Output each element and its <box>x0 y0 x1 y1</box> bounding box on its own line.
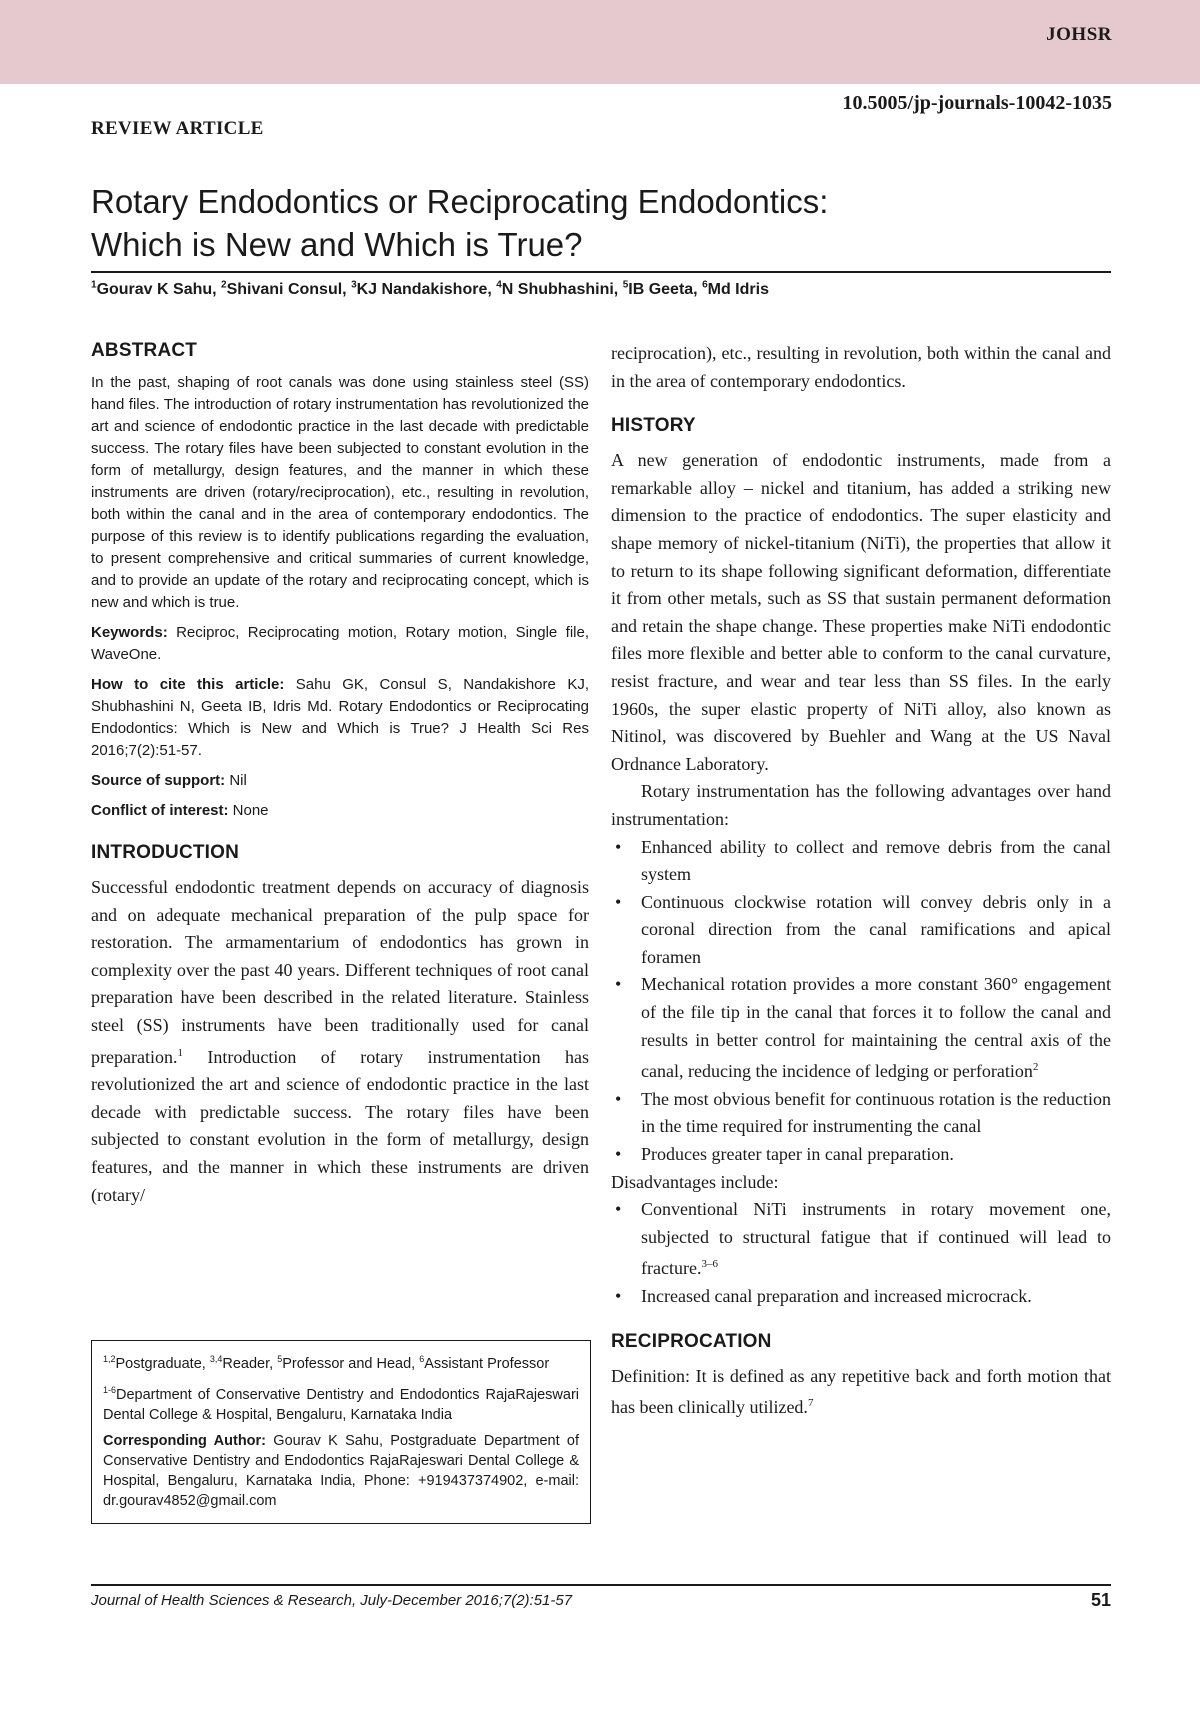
title-divider <box>91 271 1111 273</box>
list-item: • Conventional NiTi instruments in rotary movement one, subjected to structural fatigue that if continued will lead to fracture.$^{3-6}$ <box>615 1199 1111 1279</box>
introduction-heading: INTRODUCTION <box>91 842 240 863</box>
conflict-of-interest: Conflict of interest: None <box>91 802 269 819</box>
header-band <box>0 0 1200 84</box>
list-item: • Increased canal preparation and increased microcrack. <box>615 1286 1032 1306</box>
reciprocation-definition: Definition: It is defined as any repetitive back and forth motion that has been clinically utilized.$^7$ <box>611 1365 1111 1418</box>
introduction-body: Successful endodontic treatment depends on accuracy of diagnosis and on adequate mechanical preparation of the pulp space for restoration. The armamentarium of endodontics has grown in complexity over the past 40 years. Different techniques of root canal preparation have been described in the related literature. Stainless steel (SS) instruments have been traditionally used for canal preparation.$^1$ Introduction of rotary instrumentation has revolutionized the art and science of endodontic practice in the last decade with predictable success. The rotary files have been subjected to constant evolution in the form of metallurgy, design features, and the manner in which these instruments are driven (rotary/ <box>91 877 589 1205</box>
affiliation-box <box>91 1340 591 1524</box>
list-item: • The most obvious benefit for continuous rotation is the reduction in the time required for instrumenting the canal <box>615 1088 1111 1137</box>
history-paragraph-1: A new generation of endodontic instruments, made from a remarkable alloy – nickel and titanium, has added a striking new dimension to the practice of endodontics. The super elasticity and shape memory of nickel-titanium (NiTi), the properties that allow it to return to its shape following significant deformation, differentiate it from other metals, such as SS that sustain permanent deformation and retain the shape change. These properties make NiTi endodontic files more flexible and better able to conform to the canal curvature, resist fracture, and wear and tear less than SS files. In the early 1960s, the super elastic property of NiTi alloy, also known as Nitinol, was discovered by Buehler and Wang at the US Naval Ordnance Laboratory. <box>611 450 1111 774</box>
abstract-heading: ABSTRACT <box>91 340 198 361</box>
title-line-2: Which is New and Which is True? <box>91 226 583 263</box>
advantages-list <box>611 834 1111 1169</box>
page-number: 51 <box>1090 1590 1111 1610</box>
list-item: • Enhanced ability to collect and remove debris from the canal system <box>615 836 1111 885</box>
author: $^2$Shivani Consul, <box>221 280 352 299</box>
author-list <box>91 280 769 299</box>
source-of-support: Source of support: Nil <box>91 772 247 789</box>
department: $^{1-6}$Department of Conservative Dentistry and Endodontics RajaRajeswari Dental College & Hospital, Bengaluru, Karnataka India <box>103 1384 579 1423</box>
citation: How to cite this article: Sahu GK, Consul S, Nandakishore KJ, Shubhashini N, Geeta IB, Idris Md. Rotary Endodontics or Reciprocating Endodontics: Which is New and Which is True? J Health Sci Res 2016;7(2):51-57. <box>91 676 589 759</box>
article-title <box>91 180 1111 266</box>
journal-abbreviation: JOHSR <box>1046 24 1112 45</box>
author: $^5$IB Geeta, <box>622 280 703 299</box>
disadvantages-list <box>611 1196 1111 1310</box>
doi: 10.5005/jp-journals-10042-1035 <box>842 92 1112 114</box>
reciprocation-heading: RECIPROCATION <box>611 1330 772 1352</box>
title-line-1: Rotary Endodontics or Reciprocating Endodontics: <box>91 183 829 220</box>
author: $^1$Gourav K Sahu, <box>91 280 222 299</box>
disadvantages-label: Disadvantages include: <box>611 1171 779 1192</box>
corresponding-author: Corresponding Author: Gourav K Sahu, Postgraduate Department of Conservative Dentistry and Endodontics RajaRajeswari Dental College & Hospital, Bengaluru, Karnataka India, Phone: +919437374902, e-mail: dr.gourav4852@gmail.com <box>103 1432 579 1509</box>
right-column <box>611 340 1111 1422</box>
history-paragraph-2: Rotary instrumentation has the following advantages over hand instrumentation: <box>611 781 1111 829</box>
footer-journal-citation: Journal of Health Sciences & Research, July-December 2016;7(2):51-57 <box>91 1592 573 1609</box>
author: $^4$N Shubhashini, <box>496 280 623 299</box>
list-item: • Produces greater taper in canal preparation. <box>615 1144 954 1165</box>
list-item: • Mechanical rotation provides a more constant 360° engagement of the file tip in the canal that forces it to follow the canal and results in better control for maintaining the central axis of the canal, reducing the incidence of ledging or perforation$^2$ <box>615 974 1111 1082</box>
list-item: • Continuous clockwise rotation will convey debris only in a coronal direction from the canal ramifications and apical foramen <box>615 891 1111 967</box>
history-heading: HISTORY <box>611 415 696 437</box>
keywords: Keywords: Reciproc, Reciprocating motion, Rotary motion, Single file, WaveOne. <box>91 624 589 663</box>
abstract-body: In the past, shaping of root canals was done using stainless steel (SS) hand files. The introduction of rotary instrumentation has revolutionized the art and science of endodontic practice in the last decade with predictable success. The rotary files have been subjected to constant evolution in the form of metallurgy, design features, and the manner in which these instruments are driven (rotary/reciprocation), etc., resulting in revolution, both within the canal and in the area of contemporary endodontics. The purpose of this review is to identify publications regarding the evaluation, to present comprehensive and critical summaries of current knowledge, and to provide an update of the rotary and reciprocating concept, which is new and which is true. <box>91 374 589 611</box>
footer-divider <box>91 1584 1111 1586</box>
author-roles: $^{1,2}$Postgraduate, $^{3,4}$Reader, $^5$Professor and Head, $^6$Assistant Professor <box>103 1354 550 1372</box>
left-column <box>91 340 589 1209</box>
introduction-continuation: reciprocation), etc., resulting in revolution, both within the canal and in the area of contemporary endodontics. <box>611 343 1111 391</box>
author: $^6$Md Idris <box>702 280 769 299</box>
article-type: REVIEW ARTICLE <box>91 118 264 139</box>
author: $^3$KJ Nandakishore, <box>351 280 497 299</box>
